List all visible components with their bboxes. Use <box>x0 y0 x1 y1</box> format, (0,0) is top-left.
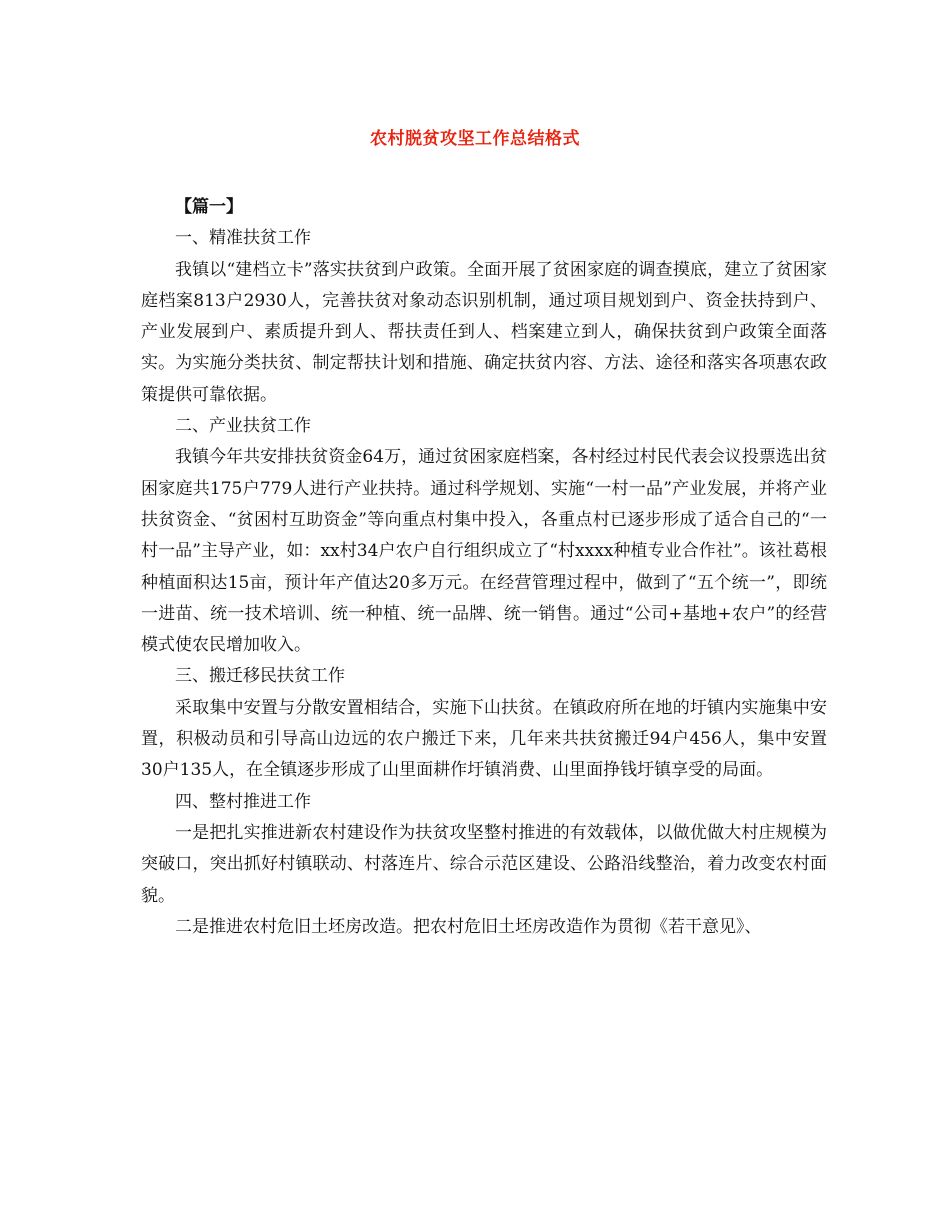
section-4-paragraph-2: 二是推进农村危旧土坯房改造。把农村危旧土坯房改造作为贯彻《若干意见》、 <box>175 916 762 937</box>
section-3-paragraph-1: 采取集中安置与分散安置相结合，实施下山扶贫。在镇政府所在地的圩镇内实施集中安置，积极动员和引导高山边远的农户搬迁下来，几年来共扶贫搬迁94户456人，集中安置30户135人，在全镇逐步形成了山里面耕作圩镇消费、山里面挣钱圩镇享受的局面。 <box>141 697 827 781</box>
document-body <box>141 192 827 943</box>
document-title: 农村脱贫攻坚工作总结格式 <box>370 129 580 149</box>
section-2-paragraph-1: 我镇今年共安排扶贫资金64万，通过贫困家庭档案，各村经过村民代表会议投票选出贫困家庭共175户779人进行产业扶持。通过科学规划、实施“一村一品”产业发展，并将产业扶贫资金、“贫困村互助资金”等向重点村集中投入，各重点村已逐步形成了适合自己的“一村一品”主导产业，如：xx村34户农户自行组织成立了“村xxxx种植专业合作社”。该社葛根种植面积达15亩，预计年产值达20多万元。在经营管理过程中，做到了“五个统一”，即统一进苗、统一技术培训、统一种植、统一品牌、统一销售。通过“公司+基地+农户”的经营模式使农民增加收入。 <box>141 447 827 656</box>
part-label: 【篇一】 <box>175 197 243 217</box>
section-heading-2: 二、产业扶贫工作 <box>175 416 311 437</box>
section-heading-4: 四、整村推进工作 <box>175 791 311 812</box>
section-4-paragraph-1: 一是把扎实推进新农村建设作为扶贫攻坚整村推进的有效载体，以做优做大村庄规模为突破口，突出抓好村镇联动、村落连片、综合示范区建设、公路沿线整治，着力改变农村面貌。 <box>141 822 827 906</box>
section-heading-3: 三、搬迁移民扶贫工作 <box>175 666 345 687</box>
section-heading-1: 一、精准扶贫工作 <box>175 228 311 249</box>
section-1-paragraph-1: 我镇以“建档立卡”落实扶贫到户政策。全面开展了贫困家庭的调查摸底，建立了贫困家庭档案813户2930人，完善扶贫对象动态识别机制，通过项目规划到户、资金扶持到户、产业发展到户、素质提升到人、帮扶责任到人、档案建立到人，确保扶贫到户政策全面落实。为实施分类扶贫、制定帮扶计划和措施、确定扶贫内容、方法、途径和落实各项惠农政策提供可靠依据。 <box>141 259 827 405</box>
